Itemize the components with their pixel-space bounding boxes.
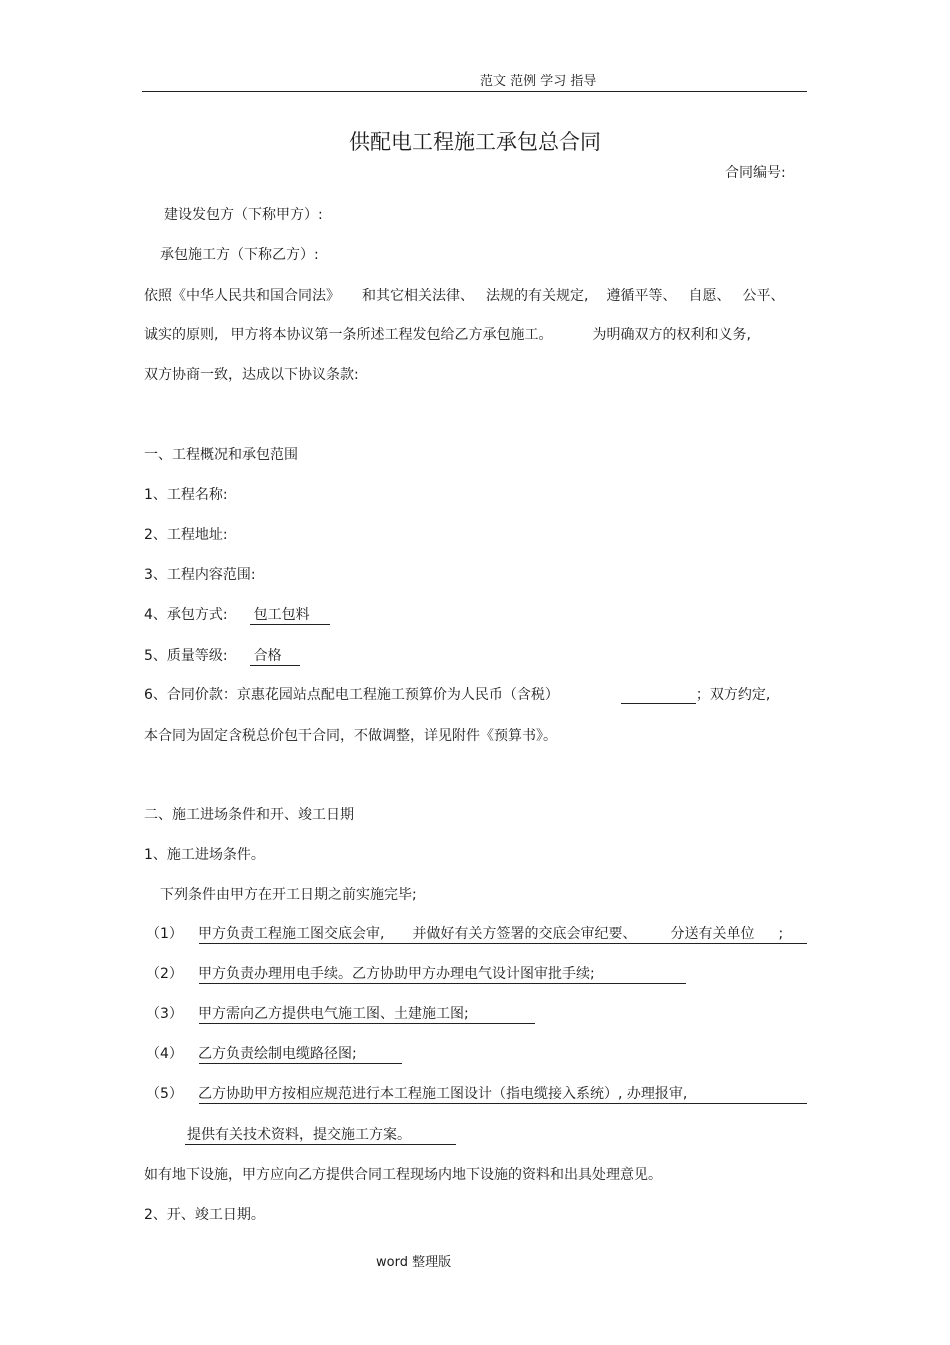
condition-text: 乙方协助甲方按相应规范进行本工程施工图设计（指电缆接入系统）, 办理报审, — [198, 1086, 688, 1102]
site-entry-conditions-heading: 1、施工进场条件。 — [144, 847, 265, 863]
field-value: 包工包料 — [250, 607, 330, 625]
condition-underline-1 — [199, 943, 807, 944]
contract-method-field — [144, 606, 330, 625]
intro-text: 遵循平等、 — [606, 288, 677, 304]
project-name-field: 1、工程名称: — [144, 487, 228, 503]
condition-item-4 — [146, 1045, 357, 1063]
intro-text: 自愿、 — [688, 288, 731, 304]
condition-text: 甲方负责办理用电手续。乙方协助甲方办理电气设计图审批手续; — [198, 966, 595, 982]
contract-number-label: 合同编号: — [725, 165, 786, 181]
field-label: 4、承包方式: — [144, 607, 228, 623]
intro-text: 诚实的原则, — [144, 327, 219, 343]
condition-text: 并做好有关方签署的交底会审纪要、 — [412, 926, 637, 942]
condition-underline-5b — [185, 1144, 456, 1145]
underground-facilities-note: 如有地下设施，甲方应向乙方提供合同工程现场内地下设施的资料和出具处理意见。 — [144, 1167, 662, 1183]
condition-text: 分送有关单位 — [670, 926, 755, 942]
price-text: ；双方约定, — [695, 687, 771, 703]
price-text: 6、合同价款：京惠花园站点配电工程施工预算价为人民币（含税） — [144, 687, 559, 703]
condition-index: （5） — [146, 1086, 183, 1102]
condition-item-5-continued: 提供有关技术资料，提交施工方案。 — [187, 1127, 411, 1143]
field-label: 5、质量等级: — [144, 648, 228, 664]
condition-index: （3） — [146, 1006, 183, 1022]
running-footer: word 整理版 — [376, 1255, 452, 1270]
condition-underline-4 — [199, 1063, 402, 1064]
contract-price-line-2: 本合同为固定含税总价包干合同，不做调整，详见附件《预算书》。 — [144, 728, 557, 744]
condition-text: 乙方负责绘制电缆路径图; — [198, 1046, 357, 1062]
condition-underline-5 — [199, 1103, 807, 1104]
contract-price-line-1 — [144, 686, 770, 704]
running-header: 范文 范例 学习 指导 — [480, 74, 597, 89]
conditions-lead: 下列条件由甲方在开工日期之前实施完毕; — [160, 887, 417, 903]
condition-index: （2） — [146, 966, 183, 982]
condition-text: 甲方负责工程施工图交底会审, — [198, 926, 385, 942]
intro-text: 依照《中华人民共和国合同法》 — [144, 288, 340, 304]
section-2-heading: 二、施工进场条件和开、竣工日期 — [144, 807, 354, 823]
condition-item-1 — [146, 925, 783, 943]
party-b-line: 承包施工方（下称乙方）: — [160, 247, 319, 263]
condition-item-3 — [146, 1005, 469, 1023]
field-value: 合格 — [250, 648, 300, 666]
start-completion-dates-heading: 2、开、竣工日期。 — [144, 1207, 265, 1223]
condition-index: （4） — [146, 1046, 183, 1062]
condition-text: ; — [778, 926, 784, 942]
intro-text: 和其它相关法律、 — [362, 288, 474, 304]
condition-item-5 — [146, 1085, 687, 1103]
project-address-field: 2、工程地址: — [144, 527, 228, 543]
condition-index: （1） — [146, 926, 183, 942]
intro-text: 为明确双方的权利和义务, — [592, 327, 751, 343]
section-1-heading: 一、工程概况和承包范围 — [144, 447, 298, 463]
intro-paragraph-line-2 — [144, 326, 751, 344]
party-a-line: 建设发包方（下称甲方）: — [164, 207, 323, 223]
project-scope-field: 3、工程内容范围: — [144, 567, 256, 583]
intro-paragraph-line-1 — [144, 287, 784, 305]
condition-item-2 — [146, 965, 595, 983]
condition-underline-2 — [199, 983, 686, 984]
header-rule — [142, 91, 807, 92]
intro-text: 甲方将本协议第一条所述工程发包给乙方承包施工。 — [230, 327, 553, 343]
condition-underline-3 — [199, 1023, 535, 1024]
contract-title: 供配电工程施工承包总合同 — [349, 130, 601, 154]
condition-text: 甲方需向乙方提供电气施工图、土建施工图; — [198, 1006, 469, 1022]
intro-paragraph-line-3: 双方协商一致，达成以下协议条款: — [144, 367, 359, 383]
intro-text: 法规的有关规定, — [486, 288, 589, 304]
quality-grade-field — [144, 647, 300, 666]
price-blank — [621, 687, 696, 704]
intro-text: 公平、 — [742, 288, 785, 304]
